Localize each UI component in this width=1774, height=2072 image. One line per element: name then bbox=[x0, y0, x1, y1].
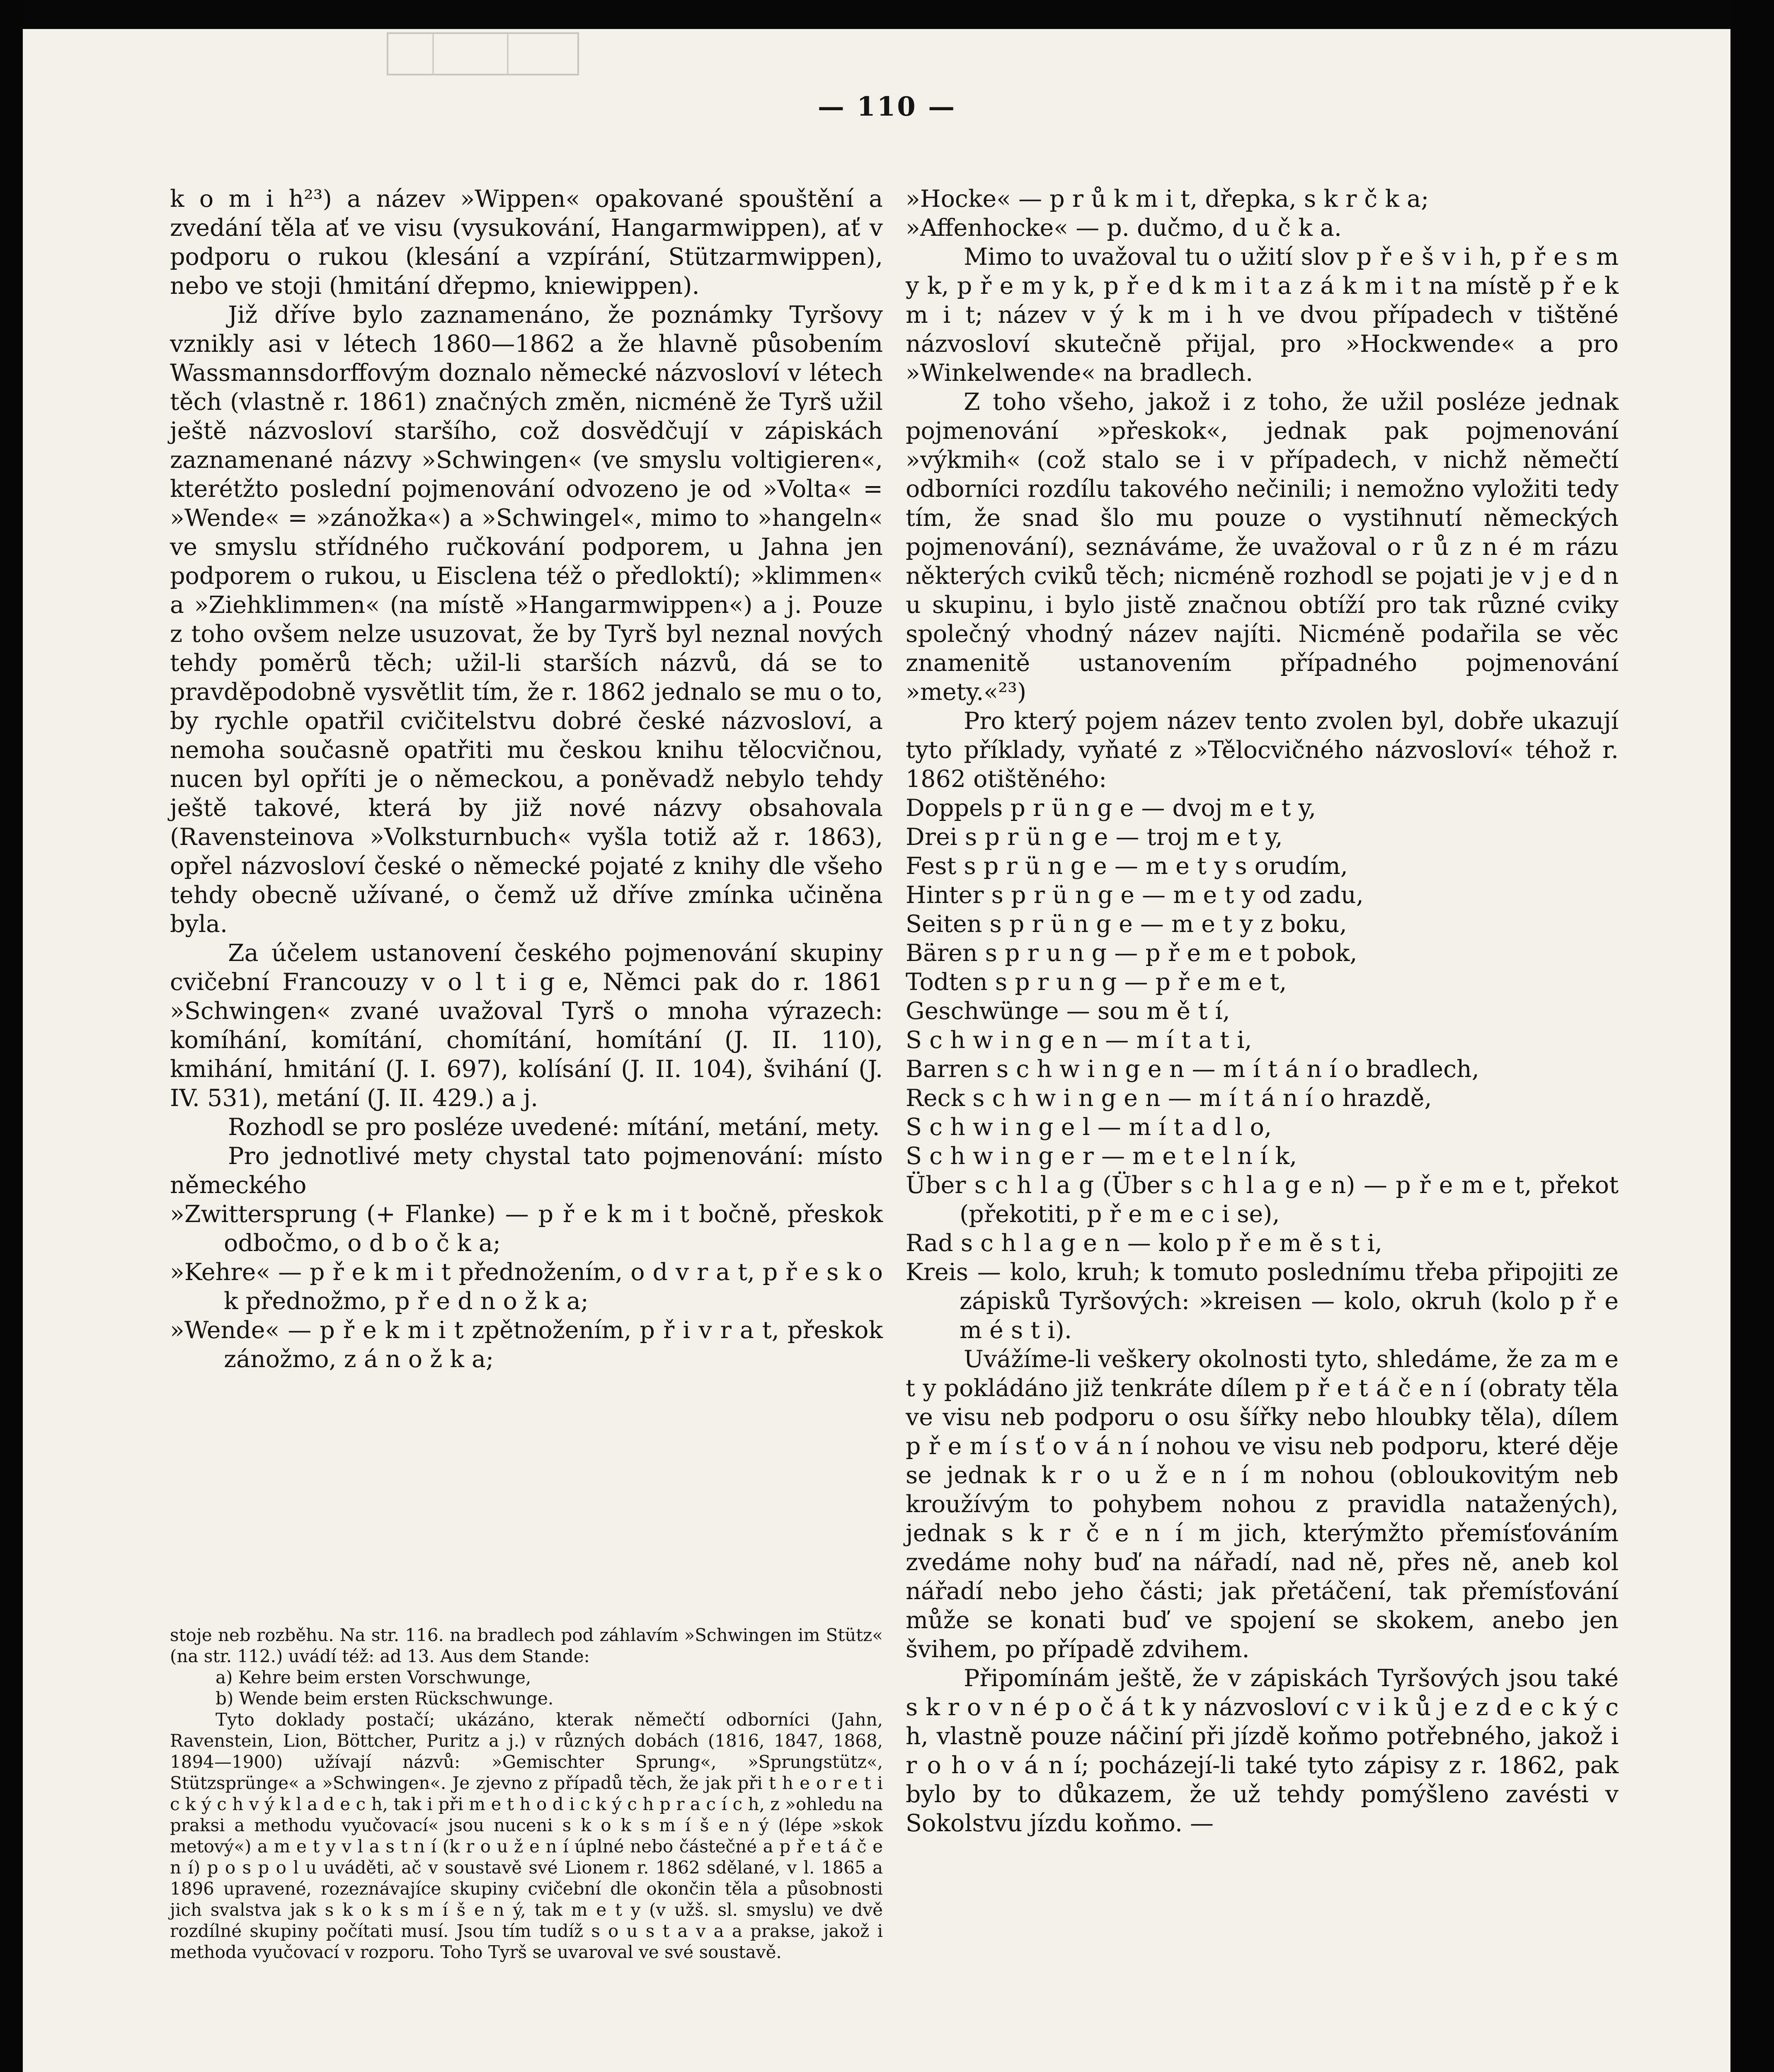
left-paragraph-4: Rozhodl se pro posléze uvedené: mítání, metání, mety. bbox=[228, 1113, 880, 1141]
left-footnote-a: a) Kehre beim ersten Vorschwunge, bbox=[216, 1667, 531, 1687]
right-paragraph-7: Připomínám ještě, že v zápiskách Tyršových jsou také s k r o v n é p o č á t k y názvosloví c v i k ů j e z d e c k ý c h, vlastně pouze náčiní při jízdě koňmo potřebného, jakož i r o h o v á n í; pocházejí-li také tyto zápisy z r. 1862, pak bylo by to důkazem, že už tehdy pomýšleno zavésti v Sokolstvu jízdu koňmo. — bbox=[906, 1665, 1619, 1837]
left-footnote-intro: stoje neb rozběhu. Na str. 116. na bradlech pod záhlavím »Schwingen im Stütz« (na str. 112.) uvádí též: ad 13. Aus dem Stande: bbox=[170, 1625, 883, 1666]
list-item: Drei s p r ü n g e — troj m e t y, bbox=[906, 823, 1283, 851]
list-item: Barren s c h w i n g e n — m í t á n í o bradlech, bbox=[906, 1055, 1479, 1083]
list-item: S c h w i n g e n — m í t a t i, bbox=[906, 1026, 1252, 1054]
left-paragraph-2: Již dříve bylo zaznamenáno, že poznámky Tyršovy vznikly asi v létech 1860—1862 a že hlavně působením Wassmannsdorffovým doznalo německé názvosloví v létech těch (vlastně r. 1861) značných změn, nicméně že Tyrš užil ještě názvosloví staršího, což dosvědčují v zápiskách zaznamenané názvy »Schwingen« (ve smyslu voltigieren«, kterétžto poslední pojmenování odvozeno je od »Volta« = »Wende« = »zánožka«) a »Schwingel«, mimo to »hangeln« ve smyslu střídného ručkování podporem, u Jahna jen podporem o rukou, u Eisclena též o předloktí); »klimmen« a »Ziehklimmen« (na místě »Hangarmwippen«) a j. Pouze z toho ovšem nelze usuzovat, že by Tyrš byl neznal nových tehdy poměrů těch; užil-li starších názvů, dá se to pravděpodobně vysvětlit tím, že r. 1862 jednalo se mu o to, by rychle opatřil cvičitelstvu dobré české názvosloví, a nemoha současně opatřiti mu českou knihu tělocvičnou, nucen byl opříti je o německou, a poněvadž nebylo tehdy ještě takové, která by již nové názvy obsahovala (Ravensteinova »Volksturnbuch« vyšla totiž až r. 1863), opřel názvosloví české o německé pojaté z knihy dle všeho tehdy obecně užívané, o čemž už dříve zmínka učiněna byla. bbox=[170, 301, 883, 938]
scan-border-right bbox=[1730, 0, 1774, 2072]
list-item: Über s c h l a g (Über s c h l a g e n) — p ř e m e t, překot (překotiti, p ř e m e c i se), bbox=[906, 1172, 1619, 1228]
left-column bbox=[170, 184, 883, 1374]
left-footnote-para: Tyto doklady postačí; ukázáno, kterak němečtí odborníci (Jahn, Ravenstein, Lion, Böttcher, Puritz a j.) v různých dobách (1816, 1847, 1868, 1894—1900) užívají názvů: »Gemischter Sprung«, »Sprungstütz«, Stützsprünge« a »Schwingen«. Je zjevno z případů těch, že jak při t h e o r e t i c k ý c h v ý k l a d e c h, tak i při m e t h o d i c k ý c h p r a c í c h, z »ohledu na praksi a methodu vyučovací« jsou nuceni s k o k s m í š e n ý (lépe »skok metový«) a m e t y v l a s t n í (k r o u ž e n í úplné nebo částečné a p ř e t á č e n í) p o s p o l u uváděti, ač v soustavě své Lionem r. 1862 sdělané, v l. 1865 a 1896 upravené, rozeznávajíce skupiny cvičební dle okončin těla a působnosti jich svalstva jak s k o k s m í š e n ý, tak m e t y (v užš. sl. smyslu) ve dvě rozdílné skupiny počítati musí. Jsou tím tudíž s o u s t a v a a prakse, jakož i methoda vyučovací v rozporu. Toho Tyrš se uvaroval ve své soustavě. bbox=[170, 1709, 883, 1962]
scan-border-top bbox=[0, 0, 1774, 29]
left-item-kehre: »Kehre« — p ř e k m i t přednožením, o d v r a t, p ř e s k o k přednožmo, p ř e d n o ž k a; bbox=[170, 1259, 883, 1315]
right-paragraph-5: Pro který pojem název tento zvolen byl, dobře ukazují tyto příklady, vyňaté z »Tělocvičného názvosloví« téhož r. 1862 otištěného: bbox=[906, 707, 1619, 793]
library-stamp-image bbox=[383, 29, 582, 79]
list-item: Fest s p r ü n g e — m e t y s orudím, bbox=[906, 852, 1348, 880]
right-column bbox=[906, 184, 1619, 1838]
list-item: Seiten s p r ü n g e — m e t y z boku, bbox=[906, 910, 1347, 938]
list-item: Geschwünge — sou m ě t í, bbox=[906, 997, 1230, 1025]
list-item: Todten s p r u n g — p ř e m e t, bbox=[906, 968, 1287, 996]
left-paragraph-5: Pro jednotlivé mety chystal tato pojmenování: místo německého bbox=[170, 1143, 883, 1199]
list-item: Reck s c h w i n g e n — m í t á n í o hrazdě, bbox=[906, 1084, 1432, 1112]
list-item: S c h w i n g e l — m í t a d l o, bbox=[906, 1113, 1272, 1141]
right-paragraph-1: »Hocke« — p r ů k m i t, dřepka, s k r č k a; bbox=[906, 185, 1429, 213]
list-item: Hinter s p r ü n g e — m e t y od zadu, bbox=[906, 881, 1364, 909]
left-footnote-b: b) Wende beim ersten Rückschwunge. bbox=[216, 1688, 554, 1709]
list-item: Bären s p r u n g — p ř e m e t pobok, bbox=[906, 939, 1357, 967]
right-paragraph-4: Z toho všeho, jakož i z toho, že užil posléze jednak pojmenování »přeskok«, jednak pak pojmenování »výkmih« (což stalo se i v případech, v nichž němečtí odborníci rozdílu takového nečinili; i nemožno vyložiti tedy tím, že snad šlo mu pouze o vystihnutí německých pojmenování), seznáváme, že uvažoval o r ů z n é m rázu některých cviků těch; nicméně rozhodl se pojati je v j e d n u skupinu, i bylo jistě značnou obtíží pro tak různé cviky společný vhodný název najíti. Nicméně podařila se věc znamenitě ustanovením případného pojmenování »mety.«²³) bbox=[906, 388, 1619, 706]
left-paragraph-3: Za účelem ustanovení českého pojmenování skupiny cvičební Francouzy v o l t i g e, Němci pak do r. 1861 »Schwingen« zvané uvažoval Tyrš o mnoha výrazech: komíhání, komítání, chomítání, homítání (J. II. 110), kmihání, hmitání (J. I. 697), kolísání (J. II. 104), švihání (J. IV. 531), metání (J. II. 429.) a j. bbox=[170, 939, 883, 1112]
list-item: Kreis — kolo, kruh; k tomuto poslednímu třeba připojiti ze zápisků Tyršových: »kreisen — kolo, okruh (kolo p ř e m é s t i). bbox=[906, 1259, 1619, 1344]
left-paragraph-1: k o m i h²³) a název »Wippen« opakované spouštění a zvedání těla ať ve visu (vysukování, Hangarmwippen), ať v podporu o rukou (klesání a vzpírání, Stützarmwippen), nebo ve stoji (hmitání dřepmo, kniewippen). bbox=[170, 185, 883, 300]
scan-border-left bbox=[0, 0, 23, 2072]
list-item: Doppels p r ü n g e — dvoj m e t y, bbox=[906, 794, 1316, 822]
list-item: Rad s c h l a g e n — kolo p ř e m ě s t i, bbox=[906, 1230, 1383, 1257]
left-item-zwittersprung: »Zwittersprung (+ Flanke) — p ř e k m i t bočně, přeskok odbočmo, o d b o č k a; bbox=[170, 1201, 883, 1257]
left-footnote bbox=[170, 1624, 883, 1963]
right-paragraph-3: Mimo to uvažoval tu o užití slov p ř e š v i h, p ř e s m y k, p ř e m y k, p ř e d k m i t a z á k m i t na místě p ř e k m i t; název v ý k m i h ve dvou případech v tištěné názvosloví skutečně přijal, pro »Hockwende« a pro »Winkelwende« na bradlech. bbox=[906, 243, 1619, 387]
list-item: S c h w i n g e r — m e t e l n í k, bbox=[906, 1143, 1297, 1170]
right-paragraph-6: Uvážíme-li veškery okolnosti tyto, shledáme, že za m e t y pokládáno již tenkráte dílem p ř e t á č e n í (obraty těla ve visu neb podporu o osu šířky nebo hloubky těla), dílem p ř e m í s ť o v á n í nohou ve visu neb podporu, které děje se jednak k r o u ž e n í m nohou (obloukovitým neb kroužívým to pohybem nohou z pravidla natažených), jednak s k r č e n í m jich, kterýmžto přemísťováním zvedáme nohy buď na nářadí, nad ně, přes ně, aneb kol nářadí nebo jeho části; jak přetáčení, tak přemísťování může se konati buď ve spojení se skokem, anebo jen švihem, po případě zdvihem. bbox=[906, 1346, 1619, 1663]
right-paragraph-2: »Affenhocke« — p. dučmo, d u č k a. bbox=[906, 214, 1342, 242]
left-item-wende: »Wende« — p ř e k m i t zpětnožením, p ř i v r a t, přeskok zánožmo, z á n o ž k a; bbox=[170, 1317, 883, 1373]
page-number: — 110 — bbox=[817, 91, 957, 122]
